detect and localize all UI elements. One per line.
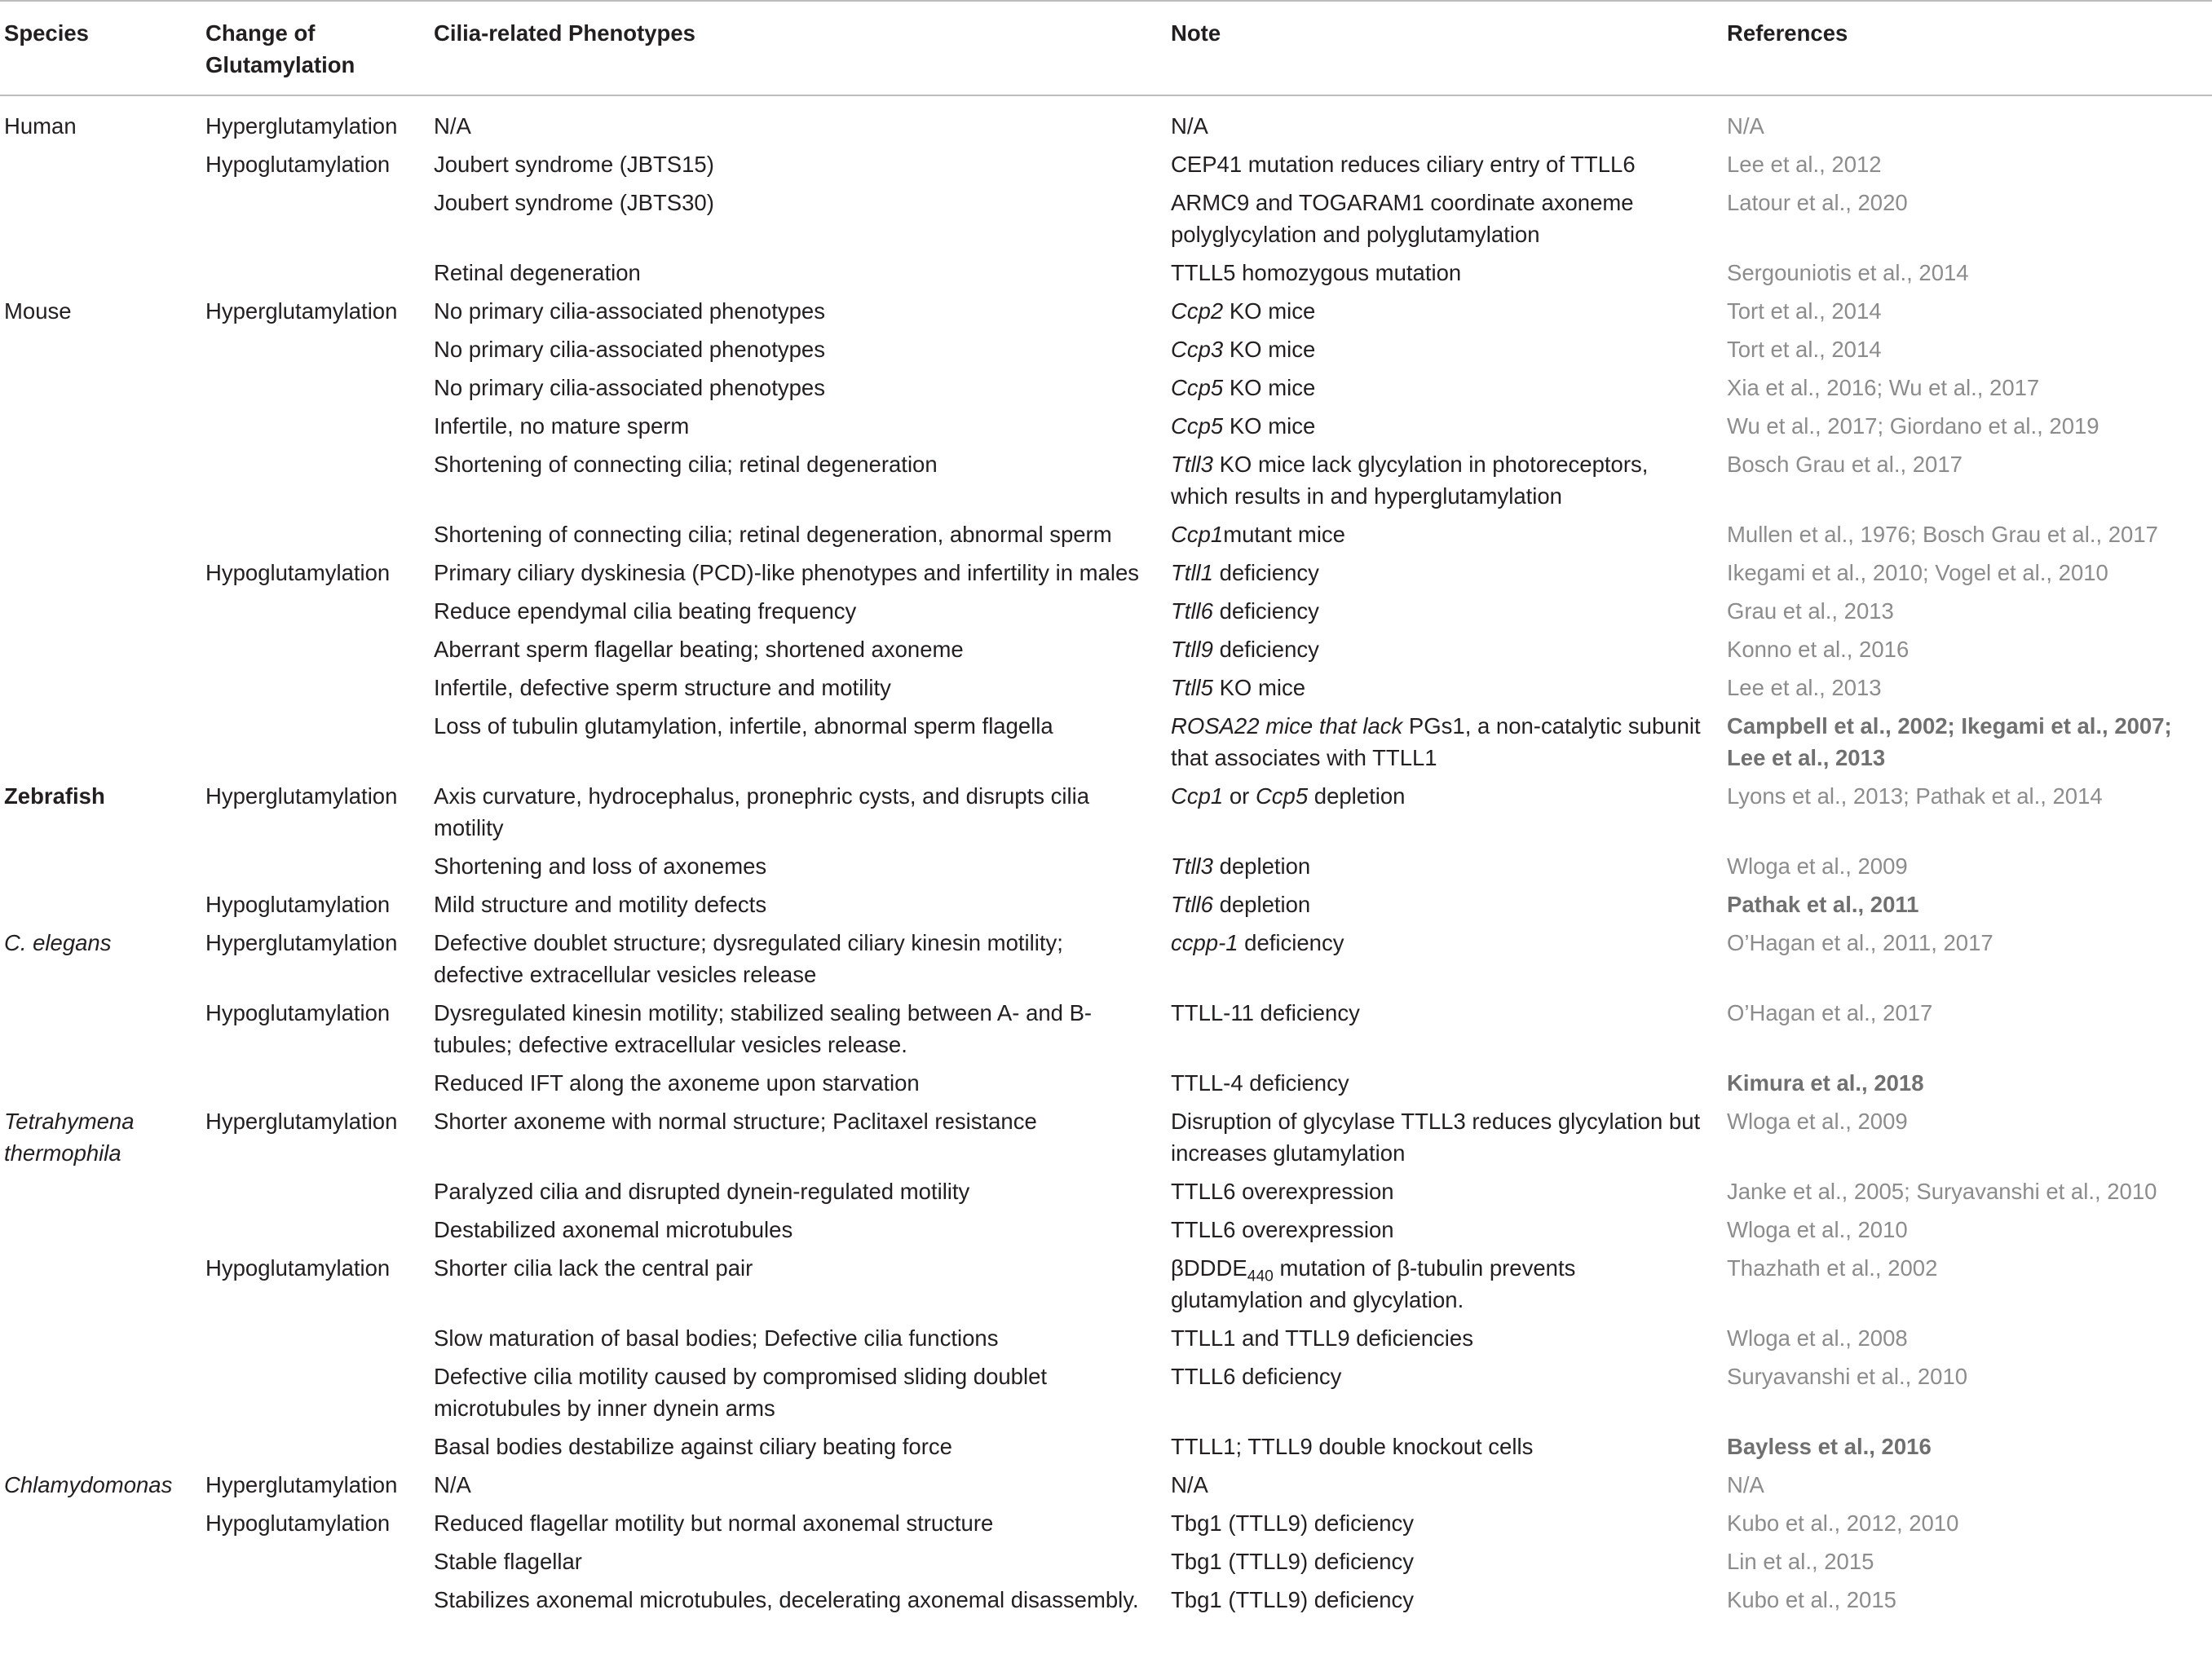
cell-species: Human: [4, 113, 77, 139]
cell-change: Hyperglutamylation: [205, 783, 398, 809]
cell-species: [0, 410, 201, 448]
cell-note: [1167, 448, 1723, 518]
note-gene-name: Ccp2: [1171, 298, 1224, 324]
note-text: ARMC9 and TOGARAM1 coordinate axoneme polyglycylation and polyglutamylation: [1171, 190, 1634, 247]
cell-change: [201, 1546, 430, 1584]
table-row: [0, 257, 2212, 295]
cell-phenotype: No primary cilia-associated phenotypes: [434, 375, 825, 400]
cell-change: [201, 1360, 430, 1431]
note-text: TTLL1; TTLL9 double knockout cells: [1171, 1434, 1534, 1459]
cell-references: Lin et al., 2015: [1727, 1549, 1874, 1574]
note-subscript: 440: [1247, 1268, 1274, 1285]
cell-note: [1167, 410, 1723, 448]
note-gene-name: Ttll5: [1171, 675, 1213, 700]
cell-change: Hyperglutamylation: [205, 298, 398, 324]
cell-references: N/A: [1727, 113, 1764, 139]
cell-references: Kubo et al., 2012, 2010: [1727, 1510, 1959, 1536]
cell-species: [0, 187, 201, 257]
table-header-row: [0, 1, 2212, 95]
header-references: References: [1723, 1, 2212, 95]
cell-phenotype: N/A: [434, 113, 471, 139]
cell-references: Tort et al., 2014: [1727, 298, 1882, 324]
note-text: deficiency: [1212, 637, 1319, 662]
table-row: [0, 927, 2212, 997]
cell-phenotype: Dysregulated kinesin motility; stabilized sealing between A- and B-tubules; defective extracellular vesicles release.: [434, 1000, 1093, 1057]
cell-note: [1167, 927, 1723, 997]
cell-change: [201, 710, 430, 780]
cell-references: Lyons et al., 2013; Pathak et al., 2014: [1727, 783, 2103, 809]
note-connector: or: [1223, 783, 1256, 809]
cell-species: [0, 1546, 201, 1584]
cell-note: [1167, 1469, 1723, 1507]
note-gene-name: Ttll6: [1171, 598, 1213, 624]
cell-phenotype: No primary cilia-associated phenotypes: [434, 298, 825, 324]
cell-references: Ikegami et al., 2010; Vogel et al., 2010: [1727, 560, 2108, 585]
cell-note: [1167, 1360, 1723, 1431]
note-text: Disruption of glycylase TTLL3 reduces glycylation but increases glutamylation: [1171, 1109, 1701, 1166]
table-row: [0, 997, 2212, 1067]
cell-references: Tort et al., 2014: [1727, 337, 1882, 362]
table-row: [0, 148, 2212, 187]
note-text: TTLL-11 deficiency: [1171, 1000, 1360, 1025]
cell-note: [1167, 672, 1723, 710]
table-row: [0, 1175, 2212, 1214]
cell-note: [1167, 295, 1723, 333]
note-gene-name: Ccp5: [1171, 375, 1224, 400]
cell-species: C. elegans: [4, 930, 112, 955]
note-text: KO mice: [1212, 675, 1306, 700]
cell-references: Bayless et al., 2016: [1727, 1434, 1932, 1459]
cell-change: [201, 448, 430, 518]
table-row: [0, 710, 2212, 780]
cell-references: Lee et al., 2013: [1727, 675, 1882, 700]
cell-note: [1167, 1214, 1723, 1252]
note-gene-name: Ccp1: [1171, 783, 1224, 809]
cell-change: Hyperglutamylation: [205, 113, 398, 139]
cell-phenotype: Infertile, no mature sperm: [434, 413, 690, 439]
cell-species: [0, 372, 201, 410]
cell-species: [0, 633, 201, 672]
cell-references: Wloga et al., 2009: [1727, 853, 1908, 879]
cell-references: Sergouniotis et al., 2014: [1727, 260, 1969, 285]
cell-phenotype: Shortening and loss of axonemes: [434, 853, 767, 879]
note-text: depletion: [1308, 783, 1406, 809]
cell-species: [0, 1507, 201, 1546]
cell-phenotype: Destabilized axonemal microtubules: [434, 1217, 793, 1242]
cell-references: Mullen et al., 1976; Bosch Grau et al., 2017: [1727, 522, 2158, 547]
cell-references: Janke et al., 2005; Suryavanshi et al., 2010: [1727, 1179, 2157, 1204]
cell-phenotype: Shorter cilia lack the central pair: [434, 1255, 753, 1281]
cell-note: [1167, 1067, 1723, 1105]
cell-change: [201, 672, 430, 710]
table-row: [0, 1360, 2212, 1431]
cell-note: [1167, 1507, 1723, 1546]
table-row: [0, 1431, 2212, 1469]
cell-references: Konno et al., 2016: [1727, 637, 1910, 662]
note-text: mutant mice: [1223, 522, 1345, 547]
cell-species: [0, 1067, 201, 1105]
note-text: N/A: [1171, 113, 1208, 139]
cell-change: [201, 1067, 430, 1105]
table-row: [0, 1469, 2212, 1507]
note-text: deficiency: [1212, 560, 1319, 585]
cell-change: Hypoglutamylation: [205, 1255, 391, 1281]
note-text: KO mice: [1223, 413, 1316, 439]
cell-species: [0, 997, 201, 1067]
cell-change: Hypoglutamylation: [205, 1000, 391, 1025]
cell-phenotype: Stable flagellar: [434, 1549, 582, 1574]
table-row: [0, 1322, 2212, 1360]
note-text: TTLL6 deficiency: [1171, 1364, 1342, 1389]
cell-note: [1167, 518, 1723, 557]
note-text: deficiency: [1212, 598, 1319, 624]
cell-species: [0, 1175, 201, 1214]
cell-phenotype: Reduced flagellar motility but normal axonemal structure: [434, 1510, 994, 1536]
cell-change: [201, 595, 430, 633]
cell-note: [1167, 780, 1723, 850]
cell-change: Hypoglutamylation: [205, 560, 391, 585]
cell-note: [1167, 850, 1723, 889]
note-text: Tbg1 (TTLL9) deficiency: [1171, 1549, 1415, 1574]
cell-note: [1167, 187, 1723, 257]
cell-note: [1167, 95, 1723, 148]
cell-references: Kimura et al., 2018: [1727, 1070, 1924, 1096]
cell-references: Suryavanshi et al., 2010: [1727, 1364, 1968, 1389]
cell-phenotype: Joubert syndrome (JBTS15): [434, 152, 714, 177]
note-text: Tbg1 (TTLL9) deficiency: [1171, 1587, 1415, 1612]
cell-note: [1167, 1252, 1723, 1322]
note-gene-name: Ccp1: [1171, 522, 1224, 547]
note-text: PGs1, a non-catalytic subunit that associates with TTLL1: [1171, 713, 1701, 770]
note-text: depletion: [1212, 892, 1311, 917]
cell-species: [0, 1360, 201, 1431]
cell-phenotype: Retinal degeneration: [434, 260, 641, 285]
cell-phenotype: Stabilizes axonemal microtubules, decelerating axonemal disassembly.: [434, 1587, 1139, 1612]
cell-phenotype: Shorter axoneme with normal structure; Paclitaxel resistance: [434, 1109, 1037, 1134]
cell-change: Hypoglutamylation: [205, 152, 391, 177]
cell-change: [201, 850, 430, 889]
cell-note: [1167, 1431, 1723, 1469]
table-row: [0, 187, 2212, 257]
table-row: [0, 557, 2212, 595]
note-gene-name: Ttll6: [1171, 892, 1213, 917]
cell-note: [1167, 889, 1723, 927]
cell-phenotype: Defective cilia motility caused by compromised sliding doublet microtubules by inner dynein arms: [434, 1364, 1048, 1421]
note-text: TTLL5 homozygous mutation: [1171, 260, 1462, 285]
table-row: [0, 372, 2212, 410]
cell-references: Wu et al., 2017; Giordano et al., 2019: [1727, 413, 2099, 439]
cell-references: Pathak et al., 2011: [1727, 892, 1919, 917]
cell-references: Lee et al., 2012: [1727, 152, 1882, 177]
table-body: [0, 95, 2212, 1617]
cell-species: [0, 557, 201, 595]
cell-change: Hyperglutamylation: [205, 1472, 398, 1497]
cell-phenotype: Shortening of connecting cilia; retinal degeneration: [434, 452, 938, 477]
cell-note: [1167, 257, 1723, 295]
cell-phenotype: N/A: [434, 1472, 471, 1497]
cell-note: [1167, 372, 1723, 410]
cell-references: Kubo et al., 2015: [1727, 1587, 1896, 1612]
cell-species: [0, 710, 201, 780]
header-species: Species: [0, 1, 201, 95]
cell-references: N/A: [1727, 1472, 1764, 1497]
cell-note: [1167, 557, 1723, 595]
cell-species: Tetrahymena thermophila: [4, 1109, 135, 1166]
cell-species: Zebrafish: [4, 783, 105, 809]
note-gene-name: Ccp5: [1255, 783, 1309, 809]
cell-phenotype: Slow maturation of basal bodies; Defective cilia functions: [434, 1325, 999, 1351]
table-row: [0, 518, 2212, 557]
table-row: [0, 1067, 2212, 1105]
cell-note: [1167, 633, 1723, 672]
cell-note: [1167, 710, 1723, 780]
cell-species: [0, 1584, 201, 1617]
note-gene-name: Ttll9: [1171, 637, 1213, 662]
cell-phenotype: Shortening of connecting cilia; retinal degeneration, abnormal sperm: [434, 522, 1112, 547]
cell-phenotype: Axis curvature, hydrocephalus, pronephric cysts, and disrupts cilia motility: [434, 783, 1089, 840]
cell-species: [0, 1252, 201, 1322]
table-row: [0, 780, 2212, 850]
cell-species: [0, 448, 201, 518]
note-text: mutation of β-tubulin prevents glutamylation and glycylation.: [1171, 1255, 1576, 1312]
note-gene-name: ROSA22 mice that lack: [1171, 713, 1403, 739]
table-row: [0, 410, 2212, 448]
cell-note: [1167, 1546, 1723, 1584]
cell-note: [1167, 148, 1723, 187]
cell-note: [1167, 595, 1723, 633]
cell-change: [201, 333, 430, 372]
cell-phenotype: Aberrant sperm flagellar beating; shortened axoneme: [434, 637, 964, 662]
cell-phenotype: Mild structure and motility defects: [434, 892, 767, 917]
cell-references: Grau et al., 2013: [1727, 598, 1894, 624]
table-row: [0, 1584, 2212, 1617]
table-row: [0, 889, 2212, 927]
cell-change: [201, 187, 430, 257]
cell-references: O’Hagan et al., 2011, 2017: [1727, 930, 1993, 955]
cell-note: [1167, 1105, 1723, 1175]
note-text: KO mice: [1223, 298, 1316, 324]
cell-change: Hypoglutamylation: [205, 1510, 391, 1536]
cell-change: [201, 1175, 430, 1214]
table-row: [0, 295, 2212, 333]
cell-phenotype: Joubert syndrome (JBTS30): [434, 190, 714, 215]
cell-change: [201, 410, 430, 448]
cell-phenotype: Reduced IFT along the axoneme upon starvation: [434, 1070, 920, 1096]
note-gene-name: Ttll3: [1171, 853, 1213, 879]
cell-species: [0, 148, 201, 187]
cell-change: [201, 518, 430, 557]
cell-species: Chlamydomonas: [4, 1472, 173, 1497]
cell-references: Xia et al., 2016; Wu et al., 2017: [1727, 375, 2040, 400]
note-text: N/A: [1171, 1472, 1208, 1497]
cell-references: Wloga et al., 2008: [1727, 1325, 1908, 1351]
cell-references: Bosch Grau et al., 2017: [1727, 452, 1963, 477]
cell-note: [1167, 333, 1723, 372]
cell-phenotype: Infertile, defective sperm structure and motility: [434, 675, 891, 700]
header-change-of-glutamylation: Change of Glutamylation: [201, 1, 430, 95]
cell-species: [0, 889, 201, 927]
cell-change: [201, 633, 430, 672]
note-gene-name: Ttll1: [1171, 560, 1213, 585]
cell-references: Thazhath et al., 2002: [1727, 1255, 1938, 1281]
cell-phenotype: Paralyzed cilia and disrupted dynein-regulated motility: [434, 1179, 970, 1204]
cell-references: Wloga et al., 2010: [1727, 1217, 1908, 1242]
note-gene-name: Ccp5: [1171, 413, 1224, 439]
cell-species: [0, 1322, 201, 1360]
cell-change: [201, 1322, 430, 1360]
note-text: TTLL6 overexpression: [1171, 1217, 1394, 1242]
note-text: TTLL1 and TTLL9 deficiencies: [1171, 1325, 1473, 1351]
table-row: [0, 333, 2212, 372]
cell-phenotype: Defective doublet structure; dysregulated ciliary kinesin motility; defective extracellular vesicles release: [434, 930, 1063, 987]
note-gene-name: Ccp3: [1171, 337, 1224, 362]
cell-change: Hyperglutamylation: [205, 1109, 398, 1134]
table-row: [0, 672, 2212, 710]
cell-species: [0, 257, 201, 295]
header-phenotypes: Cilia-related Phenotypes: [430, 1, 1167, 95]
cell-species: [0, 1431, 201, 1469]
table-row: [0, 1105, 2212, 1175]
cell-change: [201, 1584, 430, 1617]
note-gene-name: Ttll3: [1171, 452, 1213, 477]
cell-references: Campbell et al., 2002; Ikegami et al., 2007; Lee et al., 2013: [1727, 713, 2172, 770]
cell-change: [201, 257, 430, 295]
cell-species: [0, 672, 201, 710]
note-text: KO mice: [1223, 337, 1316, 362]
cell-note: [1167, 1175, 1723, 1214]
cell-phenotype: Primary ciliary dyskinesia (PCD)-like phenotypes and infertility in males: [434, 560, 1140, 585]
cell-references: O’Hagan et al., 2017: [1727, 1000, 1933, 1025]
cell-change: Hypoglutamylation: [205, 892, 391, 917]
cell-species: [0, 1214, 201, 1252]
cell-note: [1167, 997, 1723, 1067]
table-row: [0, 95, 2212, 148]
cell-species: [0, 850, 201, 889]
cell-species: [0, 518, 201, 557]
table-row: [0, 1546, 2212, 1584]
note-text: KO mice: [1223, 375, 1316, 400]
cell-references: Latour et al., 2020: [1727, 190, 1908, 215]
table-row: [0, 1507, 2212, 1546]
table-row: [0, 1214, 2212, 1252]
cell-change: [201, 1431, 430, 1469]
note-text: depletion: [1212, 853, 1311, 879]
note-text: Tbg1 (TTLL9) deficiency: [1171, 1510, 1415, 1536]
cell-phenotype: Loss of tubulin glutamylation, infertile, abnormal sperm flagella: [434, 713, 1053, 739]
note-text: TTLL6 overexpression: [1171, 1179, 1394, 1204]
table-row: [0, 448, 2212, 518]
cell-change: [201, 372, 430, 410]
note-text: CEP41 mutation reduces ciliary entry of TTLL6: [1171, 152, 1636, 177]
table-row: [0, 1252, 2212, 1322]
cell-species: Mouse: [4, 298, 72, 324]
note-gene-name: ccpp-1: [1171, 930, 1238, 955]
note-text: deficiency: [1238, 930, 1344, 955]
table-row: [0, 850, 2212, 889]
cell-change: Hyperglutamylation: [205, 930, 398, 955]
cell-phenotype: No primary cilia-associated phenotypes: [434, 337, 825, 362]
cell-phenotype: Reduce ependymal cilia beating frequency: [434, 598, 857, 624]
cell-species: [0, 595, 201, 633]
note-text: KO mice lack glycylation in photoreceptors, which results in and hyperglutamylation: [1171, 452, 1649, 509]
note-prefix: βDDDE: [1171, 1255, 1247, 1281]
cell-note: [1167, 1322, 1723, 1360]
cell-note: [1167, 1584, 1723, 1617]
cell-references: Wloga et al., 2009: [1727, 1109, 1908, 1134]
note-text: TTLL-4 deficiency: [1171, 1070, 1349, 1096]
table-row: [0, 633, 2212, 672]
header-note: Note: [1167, 1, 1723, 95]
table-row: [0, 595, 2212, 633]
cell-species: [0, 333, 201, 372]
cell-change: [201, 1214, 430, 1252]
cell-phenotype: Basal bodies destabilize against ciliary beating force: [434, 1434, 952, 1459]
